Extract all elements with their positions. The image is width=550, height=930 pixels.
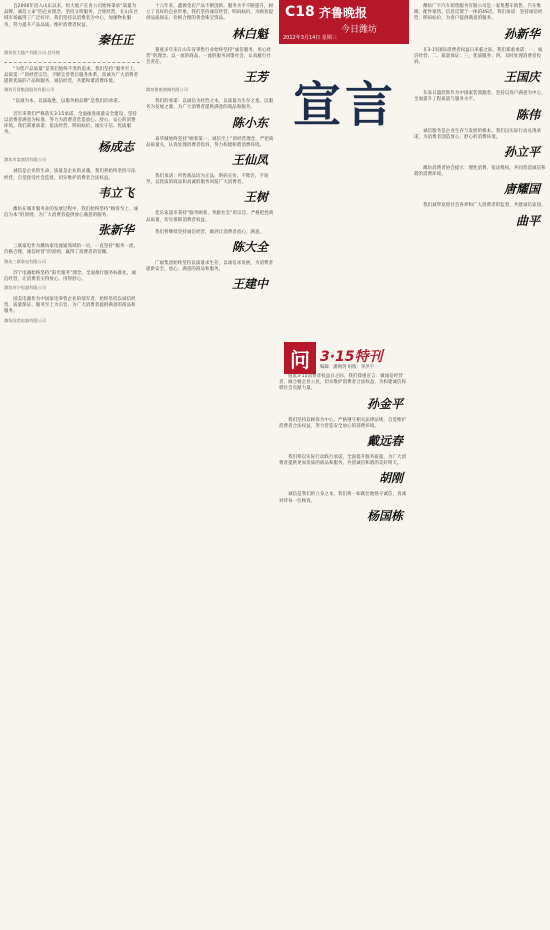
declaration-text: 潍坊消费者协会提示：理性消费，依法维权，共同营造诚信和谐的消费环境。	[414, 166, 546, 178]
declaration-text: 近年来我们严格落实3·15承诺，全面推进质量安全建设，坚持以消费者满意为标准，努力为消费者营造放心、舒心、安心的消费环境。我们郑重承诺：依法经营、明码标价、诚实守信、优质服务。	[4, 111, 137, 136]
declaration-item	[414, 91, 546, 122]
declaration-text: 我们将以实际行动践行承诺，全面提升服务质量，为广大消费者提供更加优质的商品和服务，共创诚信和谐的美好明天。	[279, 455, 407, 467]
declaration-item	[279, 492, 409, 523]
declaration-item	[4, 99, 140, 105]
signature: 孙立平	[503, 145, 540, 160]
column-left	[4, 0, 140, 930]
publication-name: 齐鲁晚报	[319, 6, 368, 20]
declaration-text: “以诚为本，以质取胜，以服务树品牌”是我们的承诺。	[4, 99, 123, 105]
declaration-item	[4, 112, 140, 164]
declaration-item	[4, 271, 140, 291]
declaration-text: 苏宁电器始终坚持“阳光服务”理念，全面推行服务标准化，诚信经营，让消费者买得放心、用得舒心。	[4, 270, 136, 282]
declaration-text: 广福集团始终坚持以质量求生存，以诚信求发展，为消费者提供安全、放心、满意的商品和服务。	[146, 261, 274, 273]
section-name: 今日潍坊	[341, 25, 378, 35]
signature: 杨成志	[97, 140, 134, 155]
signature: 张新华	[97, 223, 134, 238]
declaration-text: 我们的承诺：以诚信为经营之本，以质量为生存之基，以服务为发展之源，为广大消费者提供满意的商品和服务。	[146, 99, 274, 111]
date-line: 2012年3月14日 星期三	[283, 35, 337, 41]
declaration-item	[414, 203, 546, 228]
signature: 唐耀国	[503, 182, 540, 197]
declaration-item	[4, 169, 140, 200]
special-issue-badge	[284, 342, 404, 374]
signature: 陈大全	[231, 240, 268, 255]
page-header	[279, 0, 409, 44]
signature: 陈伟	[515, 107, 540, 122]
declaration-item	[146, 48, 274, 94]
declaration-item	[279, 455, 409, 486]
declaration-text: 自2006年进入山东以来，恒大地产在青公司始终秉承“质量为品牌，诚信立命”的企业理念，坚持文明服务、合规经营，在山东区域市场赢得了广泛好评。我们坚持以消费者为中心，加强物业服务，努力提升产品品质，维护消费者权益。	[4, 4, 139, 28]
signature: 曲平	[515, 213, 540, 228]
declaration-item	[146, 137, 274, 168]
declaration-item	[414, 166, 546, 197]
declaration-item	[414, 129, 546, 160]
divider	[4, 62, 140, 63]
declaration-item	[146, 99, 274, 130]
company-note: 潍坊市某商贸有限公司	[4, 157, 46, 163]
declaration-item	[146, 4, 274, 42]
signature: 王国庆	[503, 70, 540, 85]
company-note: 潍坊百货集团股份有限公司	[4, 87, 55, 93]
column-mid	[146, 0, 274, 930]
declaration-text: 三联家电作为潍坊家电流通领域的一员，一直坚持“服务一流，价格合理，诚信经营”的原则，赢得了消费者的信赖。	[4, 244, 139, 256]
company-note: 潍坊国美电器有限公司	[4, 317, 46, 323]
signature: 胡刚	[378, 471, 403, 486]
company-note: 潍坊银座商城有限公司	[146, 87, 188, 93]
declaration-item	[146, 230, 274, 255]
page-number: C18	[285, 4, 315, 20]
company-note: 潍坊三联家电有限公司	[4, 258, 46, 264]
declaration-text: 诚信服务是企业生存与发展的根本。我们以实际行动兑现承诺，为消费者创造放心、舒心的消费环境。	[414, 128, 542, 140]
declaration-item	[414, 48, 546, 86]
declaration-item	[4, 244, 140, 264]
badge-title: 3·15特刊	[320, 349, 383, 365]
page-title: 宣言	[292, 77, 397, 133]
signature: 戴远春	[366, 434, 403, 449]
declaration-text: 我们诚挚欢迎社会各界和广大消费者的监督，共建诚信家园。	[414, 203, 546, 209]
declaration-text: 银座多年来在山东省零售行业始终坚持“诚信服务、用心经营”的理念，以一流的商品、一流的服务回馈社会，认真履行社会责任。	[146, 47, 272, 66]
signature: 杨国栋	[366, 508, 403, 523]
declaration-item	[146, 174, 274, 205]
declaration-text: 在3·15国际消费者权益日来临之际，我们郑重承诺：一、诚信经营；二、质量保证；三、优质服务；四、及时处理消费者投诉。	[414, 47, 543, 66]
signature: 王树	[243, 190, 268, 205]
signature: 孙金平	[366, 396, 403, 411]
declaration-text: 东易日盛装饰作为中国家装领跑者，坚持以客户满意为中心，全面提升工程质量与服务水平。	[414, 91, 546, 103]
declaration-text: 诚信是企业的生命，质量是企业的灵魂。我们将始终坚持守法经营，自觉接受社会监督，切实维护消费者合法权益。	[4, 169, 136, 181]
declaration-text: 我们承诺：所售商品均为正品，明码实价，不欺诈，不误导，以优质的商品和真诚的服务回报广大消费者。	[146, 174, 269, 186]
editor-line: 编辑：潘钢剑 组版：李洪宇	[320, 365, 375, 370]
signature: 韦立飞	[97, 185, 134, 200]
declaration-text: 诚信是我们的立身之本，我们将一如既往地恪守诚信，真诚对待每一位顾客。	[279, 492, 407, 504]
declaration-text: 值此3·15消费者权益日之际，我们郑重宣言：做诚信经营者，做合格企业公民，切实维护消费者合法权益，为构建诚信和谐社会贡献力量。	[279, 374, 407, 392]
signature: 王建中	[231, 277, 268, 292]
declaration-item	[4, 67, 140, 94]
declaration-text: 泰华城始终坚持“顾客第一、诚信至上”的经营理念，严把商品质量关，认真处理消费者投诉，努力构建和谐消费环境。	[146, 136, 274, 148]
declaration-item	[4, 207, 140, 238]
declaration-text: 佳乐家超市秉持“服务顾客、奉献社会”的宗旨，严格把控商品质量，切实保障消费者权益。	[146, 211, 274, 223]
signature: 秦任正	[97, 32, 134, 47]
declaration-text: 我们将继续坚持诚信经营，做到让消费者放心、满意。	[146, 229, 265, 235]
signature: 孙新华	[503, 26, 540, 41]
declaration-text: 国美电器作为中国家电零售企业的领军者，始终坚持以诚信经营、质量保证、服务至上为宗旨，为广大消费者提供满意的商品和服务。	[4, 297, 136, 315]
declaration-item	[279, 374, 409, 412]
signature: 王芳	[243, 70, 268, 85]
declaration-item	[146, 211, 274, 223]
declaration-text: “为您产品质量”是我们始终不变的追求。我们坚持“服务至上，品质第一”的经营宗旨，不断完善售后服务体系，真诚为广大消费者提供优质的产品和服务，诚信经营，共建和谐消费环境。	[4, 66, 139, 85]
declaration-text: 潍坊广宇汽车销售服务有限公司是一家集整车销售、汽车维修、配件销售、信息反馈于一体的4S店。我们承诺：坚持诚信经营，明码标价，为客户提供满意的服务。	[414, 4, 543, 22]
badge-mark: 问	[284, 342, 316, 374]
company-note: 潍坊恒大地产有限公司 总经理	[4, 49, 60, 55]
declaration-item	[279, 418, 409, 449]
signature: 陈小东	[231, 115, 268, 130]
declaration-item	[4, 4, 140, 56]
declaration-item	[414, 4, 546, 42]
declaration-text: 我们坚持以顾客为中心，严格遵守相关法律法规，自觉维护消费者合法权益，努力营造安全放心的消费环境。	[279, 417, 407, 429]
column-center	[279, 370, 409, 930]
declaration-text: 十六年来，鑫源金店产品不断创新，服务水平不断提升，树立了良好的企业形象。我们坚持诚信经营，明码标价，为顾客提供品质保证、价格合理的黄金珠宝饰品。	[146, 4, 274, 22]
column-right	[414, 0, 546, 930]
declaration-item	[146, 261, 274, 292]
signature: 林白魁	[231, 26, 268, 41]
signature: 王仙凤	[231, 153, 268, 168]
declaration-item	[4, 297, 140, 324]
company-note: 潍坊苏宁电器有限公司	[4, 285, 46, 291]
declaration-text: 潍坊在城市服务业的发展过程中，我们始终坚持“顾客至上、诚信为本”的原则，为广大消费者提供放心满意的服务。	[4, 206, 139, 219]
